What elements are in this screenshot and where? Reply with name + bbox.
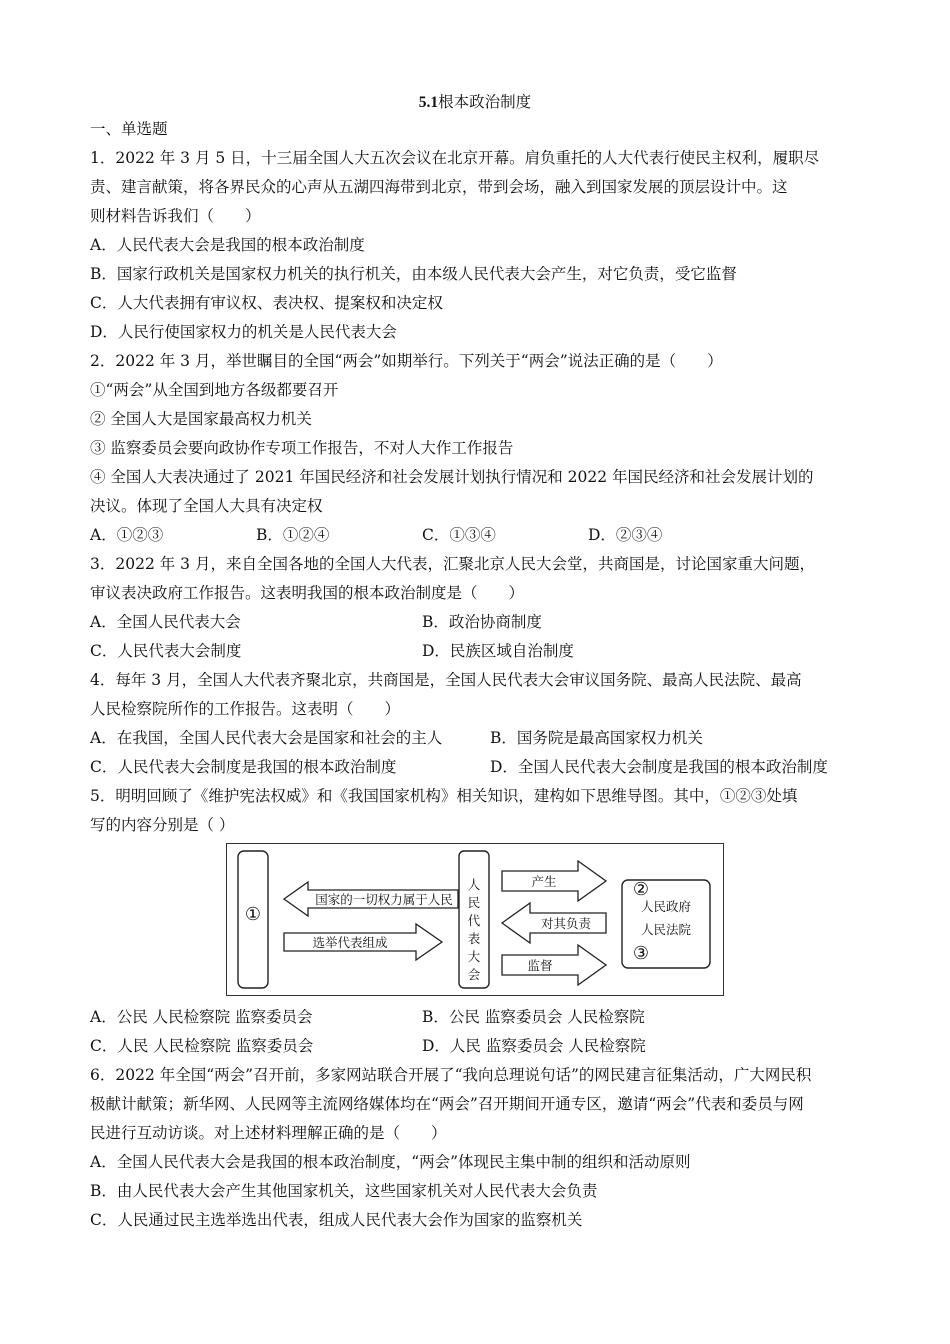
q6-option-c: C．人民通过民主选举选出代表，组成人民代表大会作为国家的监察机关: [90, 1211, 583, 1229]
arrow-right-label: 选举代表组成: [312, 935, 388, 950]
center-char-3: 代: [467, 913, 481, 928]
q6-stem-line-1: 6．2022 年全国“两会”召开前，多家网站联合开展了“我向总理说句话”的网民建言征集活动，广大网民积: [90, 1066, 812, 1084]
slot-1-label: ①: [244, 904, 262, 925]
center-char-2: 民: [467, 895, 481, 910]
q5-stem-line-1: 5．明明回顾了《维护宪法权威》和《我国国家机构》相关知识，建构如下思维导图。其中，①②③处填: [90, 787, 798, 805]
center-char-1: 人: [467, 877, 481, 892]
q2-stem: 2．2022 年 3 月，举世瞩目的全国“两会”如期举行。下列关于“两会”说法正确的是（ ）: [90, 352, 723, 370]
q4-option-c: C．人民代表大会制度是我国的根本政治制度: [90, 758, 397, 776]
responsible-label: 对其负责: [540, 916, 592, 931]
q2-statement-3: ③ 监察委员会要向政协作专项工作报告，不对人大作工作报告: [90, 439, 514, 457]
q3-stem-line-2: 审议表决政府工作报告。这表明我国的根本政治制度是（ ）: [90, 584, 525, 602]
title-number: 5.1: [418, 94, 439, 111]
arrow-left-label: 国家的一切权力属于人民: [315, 892, 453, 907]
q5-option-c: C．人民 人民检察院 监察委员会: [90, 1037, 314, 1055]
q3-option-c: C．人民代表大会制度: [90, 642, 242, 660]
q4-stem-line-2: 人民检察院所作的工作报告。这表明（ ）: [90, 700, 401, 718]
section-heading: 一、单选题: [90, 120, 168, 138]
q1-option-c: C．人大代表拥有审议权、表决权、提案权和决定权: [90, 294, 443, 312]
q5-option-d: D．人民 监察委员会 人民检察院: [422, 1037, 646, 1055]
supervise-label: 监督: [527, 958, 553, 973]
q4-option-a: A．在我国，全国人民代表大会是国家和社会的主人: [90, 729, 443, 747]
q1-option-b: B．国家行政机关是国家权力机关的执行机关，由本级人民代表大会产生，对它负责，受它监督: [90, 265, 737, 283]
q3-option-d: D．民族区域自治制度: [422, 642, 574, 660]
q1-option-a: A．人民代表大会是我国的根本政治制度: [90, 236, 365, 254]
center-char-5: 大: [467, 949, 481, 964]
page-title: [0, 90, 950, 112]
slot-2-label: ②: [632, 879, 650, 900]
q1-stem-line-2: 责、建言献策，将各界民众的心声从五湖四海带到北京，带到会场，融入到国家发展的顶层设计中。这: [90, 178, 788, 196]
q2-statement-4-line-1: ④ 全国人大表决通过了 2021 年国民经济和社会发展计划执行情况和 2022 年国民经济和社会发展计划的: [90, 468, 814, 486]
gov-label: 人民政府: [640, 899, 692, 914]
q5-stem-line-2: 写的内容分别是（ ）: [90, 816, 235, 834]
center-char-6: 会: [467, 967, 481, 982]
q6-option-b: B．由人民代表大会产生其他国家机关，这些国家机关对人民代表大会负责: [90, 1182, 598, 1200]
q6-stem-line-3: 民进行互动访谈。对上述材料理解正确的是（ ）: [90, 1124, 447, 1142]
q2-option-d: D．②③④: [588, 526, 663, 544]
q5-option-b: B．公民 监察委员会 人民检察院: [422, 1008, 645, 1026]
produce-label: 产生: [531, 874, 557, 889]
q1-stem-line-3: 则材料告诉我们（ ）: [90, 207, 261, 225]
q4-stem-line-1: 4．每年 3 月，全国人大代表齐聚北京，共商国是，全国人民代表大会审议国务院、最高人民法院、最高: [90, 671, 802, 689]
q2-option-a: A．①②③: [90, 526, 164, 544]
title-text: 根本政治制度: [438, 93, 532, 111]
q2-option-c: C．①③④: [422, 526, 496, 544]
mind-map-diagram: [226, 843, 724, 996]
q3-option-b: B．政治协商制度: [422, 613, 542, 631]
q3-option-a: A．全国人民代表大会: [90, 613, 241, 631]
q4-option-b: B．国务院是最高国家权力机关: [490, 729, 703, 747]
q2-statement-2: ② 全国人大是国家最高权力机关: [90, 410, 312, 428]
q2-statement-4-line-2: 决议。体现了全国人大具有决定权: [90, 497, 323, 515]
court-label: 人民法院: [640, 922, 692, 937]
q3-stem-line-1: 3．2022 年 3 月，来自全国各地的全国人大代表，汇聚北京人民大会堂，共商国是，讨论国家重大问题，: [90, 555, 815, 573]
q6-option-a: A．全国人民代表大会是我国的根本政治制度，“两会”体现民主集中制的组织和活动原则: [90, 1153, 691, 1171]
q1-stem-line-1: 1．2022 年 3 月 5 日，十三届全国人大五次会议在北京开幕。肩负重托的人大代表行使民主权利，履职尽: [90, 149, 820, 167]
q6-stem-line-2: 极献计献策；新华网、人民网等主流网络媒体均在“两会”召开期间开通专区，邀请“两会”代表和委员与网: [90, 1095, 804, 1113]
center-char-4: 表: [467, 931, 481, 946]
slot-3-label: ③: [632, 943, 650, 964]
q1-option-d: D．人民行使国家权力的机关是人民代表大会: [90, 323, 397, 341]
q5-option-a: A．公民 人民检察院 监察委员会: [90, 1008, 313, 1026]
q2-option-b: B．①②④: [256, 526, 330, 544]
q2-statement-1: ①“两会”从全国到地方各级都要召开: [90, 381, 339, 399]
q4-option-d: D．全国人民代表大会制度是我国的根本政治制度: [490, 758, 828, 776]
